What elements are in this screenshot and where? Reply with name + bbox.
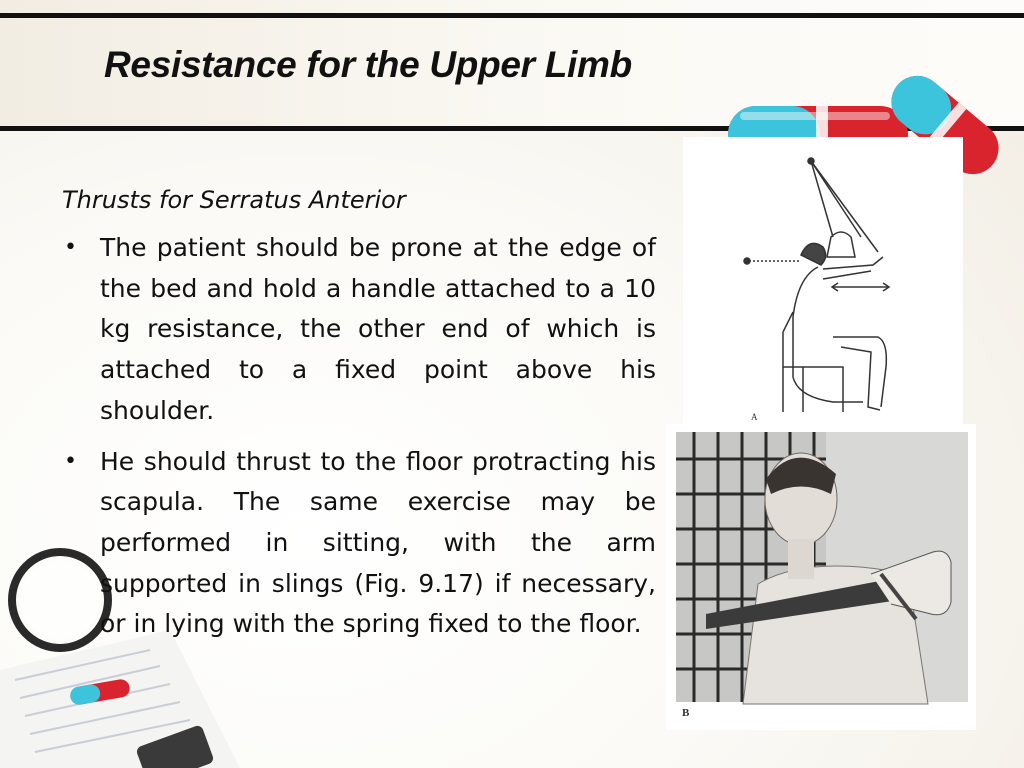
slide-title: Resistance for the Upper Limb: [104, 44, 632, 85]
illustration-seated-pulley: [683, 137, 963, 427]
section-subtitle: Thrusts for Serratus Anterior: [62, 186, 406, 214]
figure-label-a: A: [751, 412, 758, 422]
seated-figure-drawing: [683, 137, 963, 427]
photo-resistance-band: [666, 424, 976, 730]
top-rule: [0, 13, 1024, 18]
bullet-item-1: • The patient should be prone at the edge of the bed and hold a handle attached to a 10 kg resistance, the other end of which is attached to a fixed point above his shoulder.: [62, 228, 656, 432]
band-exercise-photo: [666, 424, 976, 730]
content-area: [62, 186, 656, 655]
bullet-list: [62, 228, 656, 645]
bullet-item-2: • He should thrust to the floor protracting his scapula. The same exercise may be performed in sitting, with the arm supported in slings (Fig. 9.17) if necessary, or in lying with the spring fixed to the floor.: [62, 442, 656, 646]
figure-label-b: B: [682, 707, 690, 719]
